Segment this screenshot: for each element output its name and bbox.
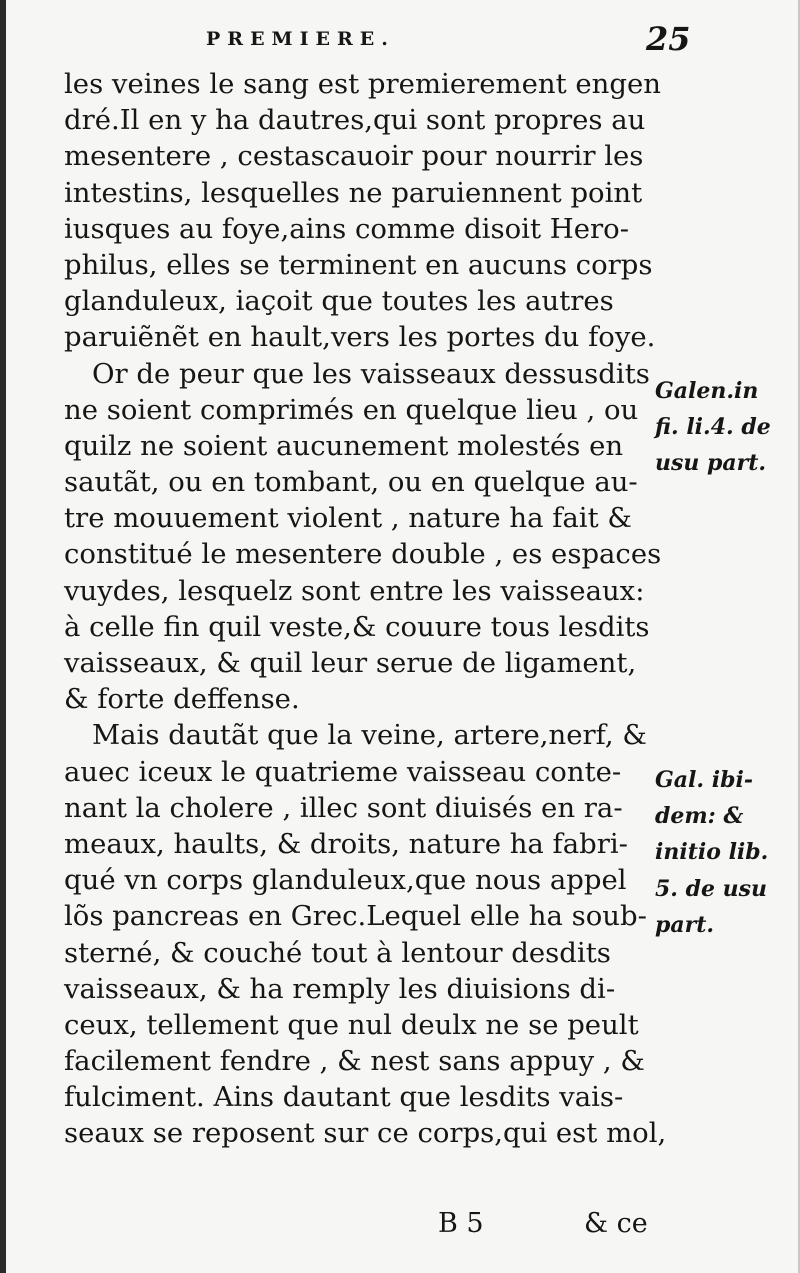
text-line: meaux, haults, & droits, nature ha fabri-	[64, 827, 628, 860]
body-text	[64, 66, 667, 1152]
text-line: vuydes, lesquelz sont entre les vaisseaux:	[64, 574, 645, 607]
text-line: lõs pancreas en Grec.Lequel elle ha soub-	[64, 900, 647, 933]
margin-note-line: dem: &	[655, 803, 744, 830]
text-line: iusques au foye,ains comme disoit Hero-	[64, 212, 629, 245]
margin-note-gal-ibidem	[655, 762, 800, 943]
text-line: qué vn corps glanduleux,que nous appel	[64, 864, 627, 897]
running-title: PREMIERE.	[206, 28, 395, 50]
text-line: facilement fendre , & nest sans appuy , &	[64, 1045, 645, 1078]
page-number: 25	[646, 20, 691, 58]
margin-note-line: fi. li.4. de	[655, 414, 771, 441]
text-line: ceux, tellement que nul deulx ne se peult	[64, 1008, 639, 1041]
signature-mark: B 5	[438, 1208, 484, 1239]
text-line: & forte deffense.	[64, 683, 300, 716]
text-line: constitué le mesentere double , es espaces	[64, 538, 662, 571]
text-line: tre mouuement violent , nature ha fait &	[64, 502, 632, 535]
text-line: quilz ne soient aucunement molestés en	[64, 429, 624, 462]
margin-note-line: part.	[655, 911, 715, 938]
text-line: intestins, lesquelles ne paruiennent point	[64, 176, 643, 209]
margin-note-line: 5. de usu	[655, 875, 768, 902]
paragraph-2	[64, 356, 662, 718]
paragraph-3	[64, 717, 667, 1151]
text-line: seaux se reposent sur ce corps,qui est mol,	[64, 1117, 667, 1150]
text-line: fulciment. Ains dautant que lesdits vais-	[64, 1081, 624, 1114]
text-line: auec iceux le quatrieme vaisseau conte-	[64, 755, 622, 788]
margin-note-line: Gal. ibi-	[655, 767, 753, 793]
text-line: à celle fin quil veste,& couure tous lesdits	[64, 610, 650, 643]
text-line: paruiẽnẽt en hault,vers les portes du foye.	[64, 321, 656, 354]
margin-note-galen	[655, 373, 800, 482]
catchword: & ce	[584, 1208, 648, 1239]
text-line: glanduleux, iaçoit que toutes les autres	[64, 285, 614, 318]
text-line: dré.Il en y ha dautres,qui sont propres au	[64, 104, 646, 137]
paragraph-1	[64, 66, 661, 356]
text-line: mesentere , cestascauoir pour nourrir les	[64, 140, 644, 173]
text-line: Or de peur que les vaisseaux dessusdits	[92, 357, 650, 390]
text-line: vaisseaux, & quil leur serue de ligament,	[64, 647, 637, 679]
text-line: sautãt, ou en tombant, ou en quelque au-	[64, 466, 638, 499]
text-line: Mais dautãt que la veine, artere,nerf, &	[92, 719, 647, 752]
text-line: nant la cholere , illec sont diuisés en ra-	[64, 791, 623, 824]
text-line: ne soient comprimés en quelque lieu , ou	[64, 393, 639, 426]
text-line: sterné, & couché tout à lentour desdits	[64, 936, 611, 969]
margin-note-line: usu part.	[655, 450, 767, 477]
text-line: vaisseaux, & ha remply les diuisions di-	[64, 972, 616, 1005]
text-line: les veines le sang est premierement engen	[64, 68, 661, 100]
margin-note-line: initio lib.	[655, 839, 769, 866]
text-line: philus, elles se terminent en aucuns corps	[64, 248, 653, 281]
margin-note-line: Galen.in	[655, 378, 759, 404]
